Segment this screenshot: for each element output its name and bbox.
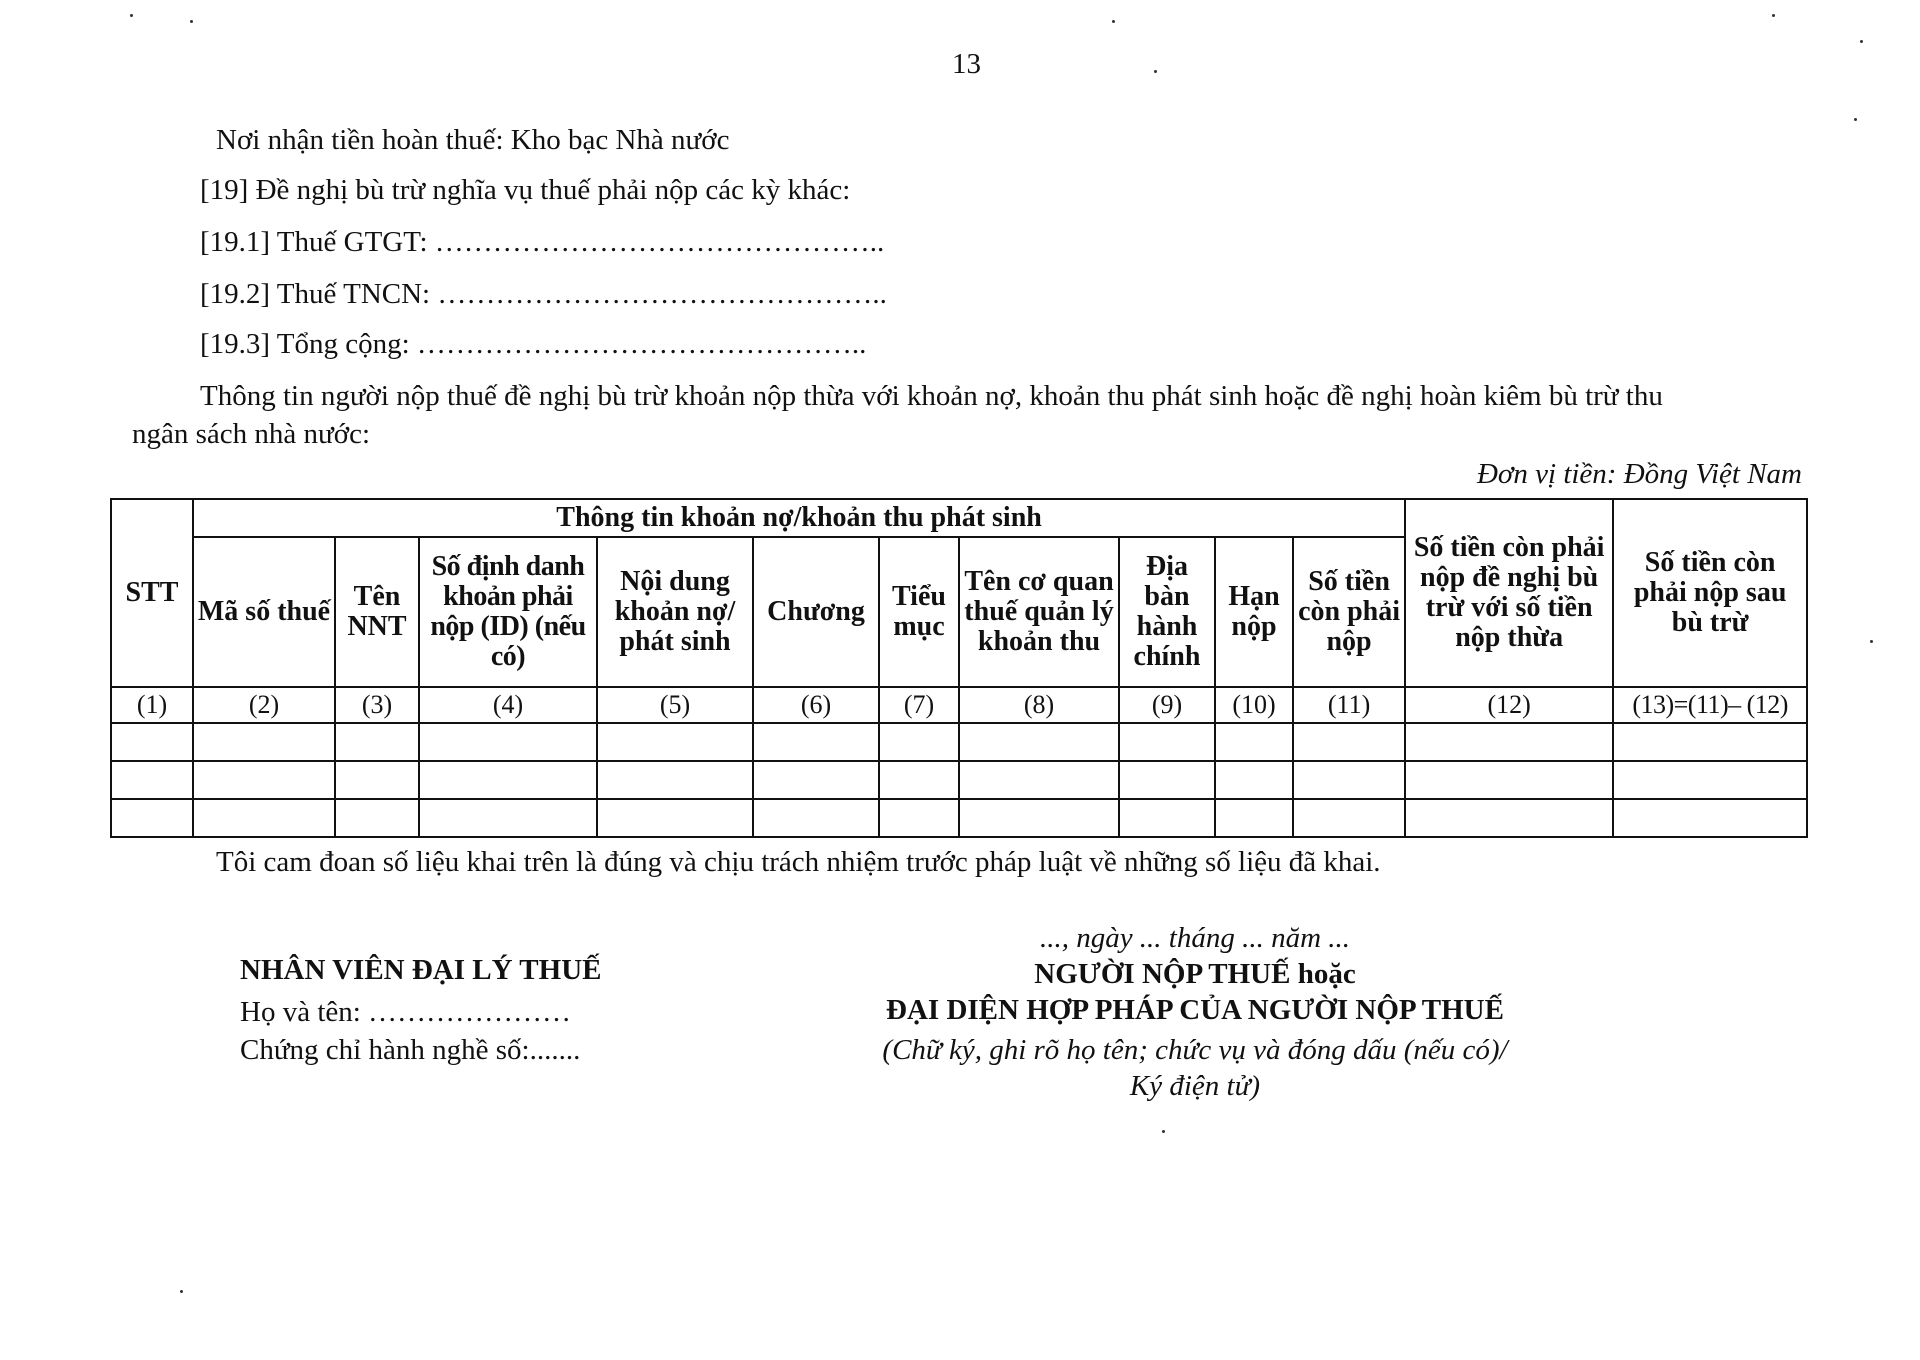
- col-number: (9): [1119, 687, 1215, 723]
- refund-place-line: Nơi nhận tiền hoàn thuế: Kho bạc Nhà nước: [216, 124, 730, 156]
- table-cell: [1293, 799, 1405, 837]
- electronic-signature-note: Ký điện tử): [1129, 1070, 1261, 1102]
- table-cell: [193, 723, 335, 761]
- col-number: (10): [1215, 687, 1293, 723]
- col-number: (5): [597, 687, 753, 723]
- table-cell: [959, 723, 1119, 761]
- scan-speck: [1772, 14, 1775, 17]
- table-cell: [419, 761, 597, 799]
- col-number: (11): [1293, 687, 1405, 723]
- signature-date-line: ..., ngày ... tháng ... năm ...: [1039, 922, 1351, 954]
- table-cell: [1405, 761, 1613, 799]
- col-number: (3): [335, 687, 419, 723]
- section-19-2-pit: [19.2] Thuế TNCN: ………………………………………..: [200, 278, 887, 310]
- table-cell: [335, 799, 419, 837]
- header-debt-content: Nội dung khoản nợ/ phát sinh: [597, 537, 753, 687]
- header-amount-after-offset: Số tiền còn phải nộp sau bù trừ: [1613, 499, 1807, 687]
- header-tax-code: Mã số thuế: [193, 537, 335, 687]
- header-payment-id: Số định danh khoản phải nộp (ID) (nếu có): [419, 537, 597, 687]
- scan-speck: [1112, 20, 1115, 23]
- col-number: (6): [753, 687, 879, 723]
- table-cell: [193, 761, 335, 799]
- table-cell: [111, 723, 193, 761]
- table-cell: [1215, 761, 1293, 799]
- table-cell: [597, 761, 753, 799]
- scan-speck: [180, 1290, 183, 1293]
- currency-unit: Đơn vị tiền: Đồng Việt Nam: [1476, 458, 1802, 490]
- section-19-heading: [19] Đề nghị bù trừ nghĩa vụ thuế phải nộp các kỳ khác:: [200, 174, 851, 206]
- header-stt: STT: [111, 499, 193, 687]
- table-cell: [193, 799, 335, 837]
- header-amount-remaining: Số tiền còn phải nộp: [1293, 537, 1405, 687]
- table-cell: [1215, 723, 1293, 761]
- col-number: (1): [111, 687, 193, 723]
- info-paragraph-line1: Thông tin người nộp thuế đề nghị bù trừ khoản nộp thừa với khoản nợ, khoản thu phát sinh hoặc đề nghị hoàn kiêm bù trừ thu: [200, 380, 1663, 412]
- col-number: (2): [193, 687, 335, 723]
- header-group-debt-info: Thông tin khoản nợ/khoản thu phát sinh: [193, 499, 1405, 537]
- table-cell: [753, 799, 879, 837]
- table-cell: [1215, 799, 1293, 837]
- table-cell: [597, 799, 753, 837]
- table-cell: [879, 799, 959, 837]
- header-taxpayer-name: Tên NNT: [335, 537, 419, 687]
- table-cell: [419, 799, 597, 837]
- col-number: (4): [419, 687, 597, 723]
- agent-name-line: Họ và tên: …………………: [240, 996, 572, 1028]
- table-row: [111, 761, 1807, 799]
- table-cell: [1293, 761, 1405, 799]
- scan-speck: [1860, 40, 1863, 43]
- table-cell: [1119, 761, 1215, 799]
- legal-representative-title: ĐẠI DIỆN HỢP PHÁP CỦA NGƯỜI NỘP THUẾ: [886, 994, 1504, 1026]
- scan-speck: [130, 14, 133, 17]
- section-19-3-total: [19.3] Tổng cộng: ………………………………………..: [200, 328, 867, 360]
- table-cell: [597, 723, 753, 761]
- table-cell: [879, 761, 959, 799]
- scan-speck: [190, 20, 193, 23]
- header-sub-item: Tiểu mục: [879, 537, 959, 687]
- col-number: (13)=(11)– (12): [1613, 687, 1807, 723]
- table-cell: [111, 799, 193, 837]
- table-cell: [1293, 723, 1405, 761]
- agent-certificate-line: Chứng chỉ hành nghề số:.......: [240, 1034, 581, 1066]
- table-cell: [1405, 723, 1613, 761]
- offset-info-table: [110, 498, 1808, 838]
- col-number: (7): [879, 687, 959, 723]
- header-tax-authority: Tên cơ quan thuế quản lý khoản thu: [959, 537, 1119, 687]
- table-cell: [959, 761, 1119, 799]
- table-cell: [879, 723, 959, 761]
- col-number: (8): [959, 687, 1119, 723]
- table-row: [111, 723, 1807, 761]
- table-number-row: [111, 687, 1807, 723]
- header-chapter: Chương: [753, 537, 879, 687]
- info-paragraph-line2: ngân sách nhà nước:: [132, 418, 371, 450]
- declaration-statement: Tôi cam đoan số liệu khai trên là đúng và chịu trách nhiệm trước pháp luật về những số liệu đã khai.: [216, 846, 1381, 878]
- signature-note: (Chữ ký, ghi rõ họ tên; chức vụ và đóng dấu (nếu có)/: [882, 1034, 1508, 1066]
- scan-speck: [1870, 640, 1873, 643]
- scan-speck: [1154, 70, 1157, 73]
- table-cell: [959, 799, 1119, 837]
- table-cell: [419, 723, 597, 761]
- table-header-row-1: [111, 499, 1807, 537]
- table-cell: [111, 761, 193, 799]
- table-cell: [753, 761, 879, 799]
- table-cell: [1119, 723, 1215, 761]
- header-due-date: Hạn nộp: [1215, 537, 1293, 687]
- scan-speck: [1854, 118, 1857, 121]
- table-cell: [753, 723, 879, 761]
- header-administrative-area: Địa bàn hành chính: [1119, 537, 1215, 687]
- header-amount-offset-request: Số tiền còn phải nộp đề nghị bù trừ với số tiền nộp thừa: [1405, 499, 1613, 687]
- table-cell: [1613, 761, 1807, 799]
- table-cell: [1613, 799, 1807, 837]
- col-number: (12): [1405, 687, 1613, 723]
- table-row: [111, 799, 1807, 837]
- table-cell: [1405, 799, 1613, 837]
- table-cell: [335, 723, 419, 761]
- table-cell: [1119, 799, 1215, 837]
- table-cell: [335, 761, 419, 799]
- agent-title: NHÂN VIÊN ĐẠI LÝ THUẾ: [240, 954, 602, 986]
- section-19-1-vat: [19.1] Thuế GTGT: ………………………………………..: [200, 226, 885, 258]
- page-number: 13: [952, 48, 981, 80]
- table-cell: [1613, 723, 1807, 761]
- scan-speck: [1162, 1130, 1165, 1133]
- taxpayer-title: NGƯỜI NỘP THUẾ hoặc: [1034, 958, 1356, 990]
